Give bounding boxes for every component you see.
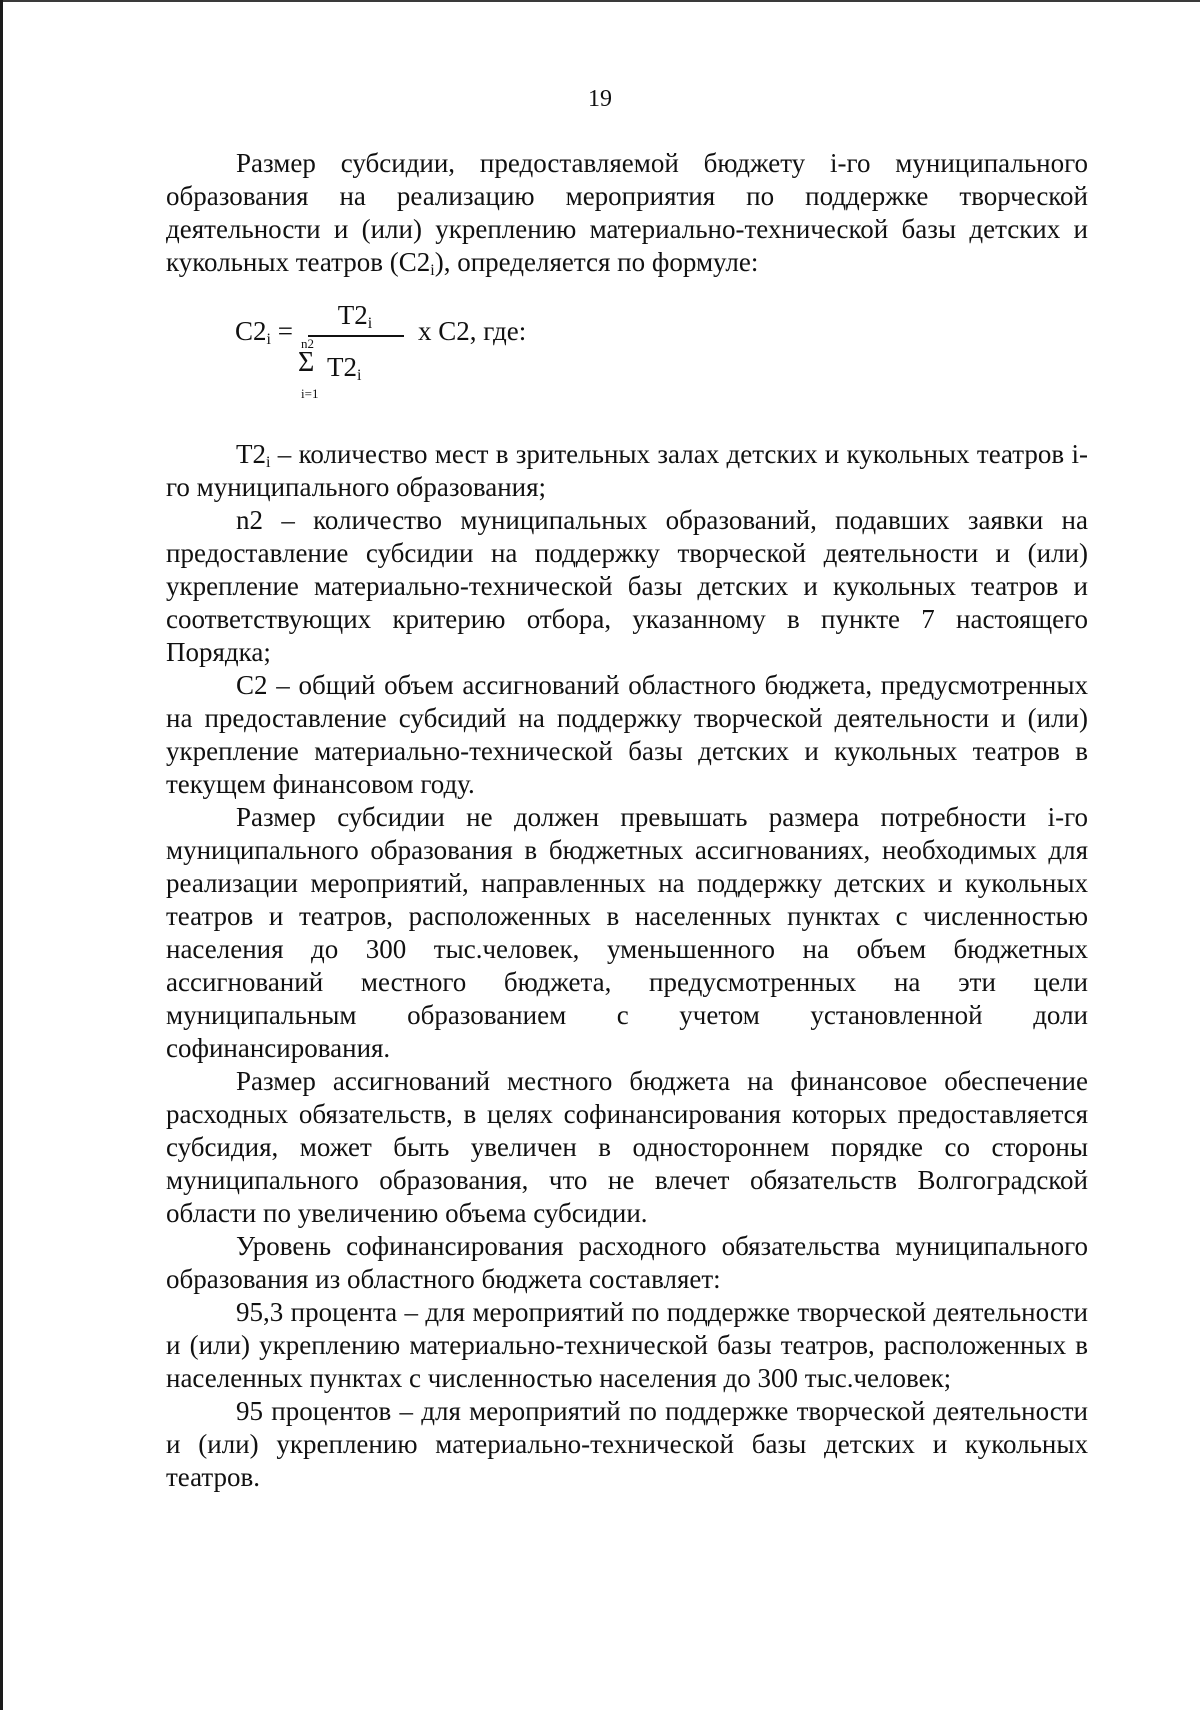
formula-lhs: $С2_i$ =	[235, 316, 293, 348]
formula-numerator: $Т2_i$	[337, 300, 373, 332]
intro-paragraph: Размер субсидии, предоставляемой бюджету i-го муниципального образования на реализацию мероприятия по поддержке творческой деятельности и (или) укреплению материально-технической базы детских и кукольных театров $(С2_i)$, определяется по формуле:	[166, 148, 1088, 279]
scan-left-edge	[0, 0, 3, 1710]
fraction-line	[308, 335, 404, 337]
definition-c2: С2 – общий объем ассигнований областного бюджета, предусмотренных на предоставление субсидий на поддержку творческой деятельности и (или) укрепление материально-технической базы детских и кукольных театров в текущем финансовом году.	[166, 670, 1088, 799]
definition-n2: n2 – количество муниципальных образований, подавших заявки на предоставление субсидии на поддержку творческой деятельности и (или) укрепление материально-технической базы детских и кукольных театров и соответствующих критерию отбора, указанному в пункте 7 настоящего Порядка;	[166, 505, 1088, 667]
page-number: 19	[588, 86, 612, 112]
body-block	[166, 438, 1088, 1494]
scan-top-edge	[0, 0, 1200, 2]
definition-t2: $Т2_i$ – количество мест в зрительных залах детских и кукольных театров i-го муниципального образования;	[166, 439, 1088, 502]
paragraph-local-budget: Размер ассигнований местного бюджета на финансовое обеспечение расходных обязательств, в целях софинансирования которых предоставляется субсидия, может быть увеличен в одностороннем порядке со стороны муниципального образования, что не влечет обязательств Волгоградской области по увеличению объема субсидии.	[166, 1066, 1088, 1228]
formula-denominator: $Т2_i$	[327, 352, 362, 384]
intro-block	[166, 147, 1088, 279]
formula-upper-limit: n2	[301, 336, 314, 351]
subsidy-formula	[235, 300, 655, 410]
paragraph-rate-theatres: 95,3 процента – для мероприятий по поддержке творческой деятельности и (или) укреплению материально-технической базы театров, расположенных в населенных пунктах с численностью населения до 300 тыс.человек;	[166, 1297, 1088, 1393]
formula-lower-limit: i=1	[301, 386, 319, 401]
paragraph-cofinancing-level: Уровень софинансирования расходного обязательства муниципального образования из областного бюджета составляет:	[166, 1231, 1088, 1294]
sigma-symbol: Σ	[298, 347, 315, 378]
paragraph-limit: Размер субсидии не должен превышать размера потребности i-го муниципального образования в бюджетных ассигнованиях, необходимых для реализации мероприятий, направленных на поддержку детских и кукольных театров и театров, расположенных в населенных пунктах с численностью населения до 300 тыс.человек, уменьшенного на объем бюджетных ассигнований местного бюджета, предусмотренных на эти цели муниципальным образованием с учетом установленной доли софинансирования.	[166, 802, 1088, 1063]
formula-rhs: х С2, где:	[418, 316, 527, 346]
paragraph-rate-children: 95 процентов – для мероприятий по поддержке творческой деятельности и (или) укреплению материально-технической базы детских и кукольных театров.	[166, 1396, 1088, 1492]
